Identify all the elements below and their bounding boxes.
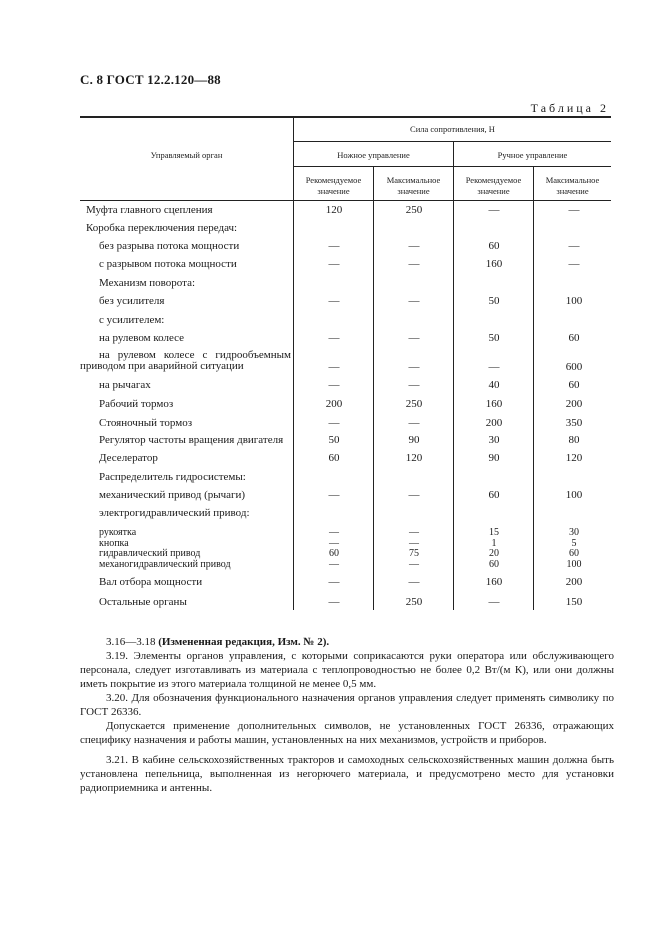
cell-hand-rec: 50 (488, 332, 500, 344)
row-label: Стояночный тормоз (99, 417, 193, 429)
row-label: Механизм поворота: (99, 277, 196, 289)
cell-hand-rec: 160 (485, 258, 503, 270)
cell-hand-max: 120 (565, 452, 583, 464)
row-label: Рабочий тормоз (99, 398, 174, 410)
row-label: без усилителя (99, 295, 165, 307)
foot-max-header (374, 175, 453, 197)
table-row (80, 379, 610, 395)
cell-foot-rec: 50 (328, 434, 340, 446)
foot-rec-line1: Рекомендуемое (305, 175, 362, 185)
row-label: с разрывом потока мощности (99, 258, 237, 270)
cell-hand-max: 100 (565, 295, 583, 307)
cell-foot-max: — (409, 538, 419, 549)
cell-hand-max: 350 (565, 417, 583, 429)
paragraph-3-16 (80, 635, 614, 649)
cell-foot-max: — (408, 240, 420, 252)
force-group-header: Сила сопротивления, Н (410, 124, 495, 134)
cell-hand-rec: 50 (488, 295, 500, 307)
hand-rec-line2: значение (477, 186, 510, 196)
cell-hand-max: — (568, 240, 580, 252)
cell-foot-max: — (408, 379, 420, 391)
hand-control-header: Ручное управление (497, 150, 568, 160)
foot-rec-header (294, 175, 373, 197)
cell-foot-rec: — (328, 332, 340, 344)
row-label: механический привод (рычаги) (99, 489, 246, 501)
table-row (80, 596, 610, 612)
table-row (80, 258, 610, 274)
cell-foot-max: — (408, 295, 420, 307)
cell-foot-max: 90 (408, 434, 420, 446)
cell-hand-rec: 60 (488, 240, 500, 252)
row-label: Регулятор частоты вращения двигателя (99, 434, 284, 446)
cell-hand-max: 30 (569, 527, 579, 538)
paragraph-3-20: 3.20. Для обозначения функционального назначения органов управления следует применять символику по ГОСТ 26336. (80, 692, 614, 718)
row-label: на рулевом колесе (99, 332, 185, 344)
cell-hand-rec: 30 (488, 434, 500, 446)
cell-foot-rec: — (329, 559, 339, 570)
paragraph-3-16-number: 3.16—3.18 (106, 636, 156, 648)
cell-foot-max: 250 (405, 596, 423, 608)
cell-foot-rec: 120 (325, 204, 343, 216)
cell-foot-rec: — (328, 596, 340, 608)
row-label: механогидравлический привод (99, 559, 231, 570)
cell-foot-max: — (409, 559, 419, 570)
cell-hand-max: 200 (565, 576, 583, 588)
cell-foot-rec: 60 (329, 548, 339, 559)
foot-max-line1: Максимальное (386, 175, 441, 185)
table-caption: Таблица 2 (530, 101, 609, 115)
cell-hand-rec: 160 (485, 576, 503, 588)
cell-foot-rec: — (328, 417, 340, 429)
row-label: без разрыва потока мощности (99, 240, 240, 252)
cell-hand-rec: 15 (489, 527, 499, 538)
header-bottom-rule (80, 200, 611, 201)
cell-hand-rec: — (488, 596, 500, 608)
cell-foot-max: 250 (405, 204, 423, 216)
paragraph-additional-symbols: Допускается применение дополнительных символов, не установленных ГОСТ 26336, отражающих специфику назначения и работы машин, установленных на них механизмов, устройств и приборов. (80, 720, 614, 746)
cell-foot-rec: — (328, 489, 340, 501)
cell-hand-max: 200 (565, 398, 583, 410)
cell-foot-max: 120 (405, 452, 423, 464)
table-row (80, 489, 610, 505)
row-label: с усилителем: (99, 314, 165, 326)
table-row (80, 417, 610, 433)
row-label: кнопка (99, 538, 129, 549)
paragraph-3-21: 3.21. В кабине сельскохозяйственных тракторов и самоходных сельскохозяйственных машин должна быть установлена пепельница, выполненная из негорючего материала, и предусмотрено место для установки радиоприемника и антенны. (80, 754, 614, 794)
cell-foot-max: — (408, 361, 420, 373)
cell-hand-max: 150 (565, 596, 583, 608)
cell-foot-rec: — (329, 527, 339, 538)
table-row (80, 314, 610, 330)
table-row (80, 398, 610, 414)
cell-hand-rec: — (488, 361, 500, 373)
row-label: Коробка переключения передач: (86, 222, 238, 234)
hand-rec-header (454, 175, 533, 197)
row-label: на рулевом колесе с гидрообъемным приводом при аварийной ситуации (80, 349, 291, 372)
table-row (80, 204, 610, 220)
hand-rec-line1: Рекомендуемое (465, 175, 522, 185)
cell-hand-rec: 60 (489, 559, 499, 570)
cell-hand-max: 80 (568, 434, 580, 446)
cell-hand-max: — (568, 258, 580, 270)
col-organ-header: Управляемый орган (150, 150, 223, 160)
cell-hand-max: 100 (566, 559, 582, 570)
subgroup-rule (293, 166, 611, 167)
cell-hand-rec: 1 (491, 538, 497, 549)
cell-foot-rec: — (328, 379, 340, 391)
row-label: гидравлический привод (99, 548, 201, 559)
amendment-note: (Измененная редакция, Изм. № 2). (158, 636, 330, 648)
table-row (80, 452, 610, 468)
row-label: Остальные органы (99, 596, 187, 608)
cell-hand-max: 60 (568, 332, 580, 344)
table-row (80, 507, 610, 523)
cell-foot-rec: — (328, 361, 340, 373)
row-label: электрогидравлический привод: (99, 507, 250, 519)
cell-foot-max: — (408, 489, 420, 501)
cell-hand-rec: 160 (485, 398, 503, 410)
page-header: С. 8 ГОСТ 12.2.120—88 (80, 72, 221, 87)
table-row (80, 222, 610, 238)
cell-hand-rec: 40 (488, 379, 500, 391)
table-row (80, 471, 610, 487)
hand-max-line1: Максимальное (545, 175, 600, 185)
cell-foot-rec: — (328, 240, 340, 252)
cell-foot-rec: — (328, 258, 340, 270)
table-row (80, 559, 610, 571)
table-row (80, 350, 610, 374)
cell-foot-max: 75 (409, 548, 419, 559)
cell-hand-rec: — (488, 204, 500, 216)
cell-foot-max: — (408, 417, 420, 429)
row-label: Распределитель гидросистемы: (99, 471, 246, 483)
table-row (80, 240, 610, 256)
cell-hand-rec: 90 (488, 452, 500, 464)
row-label: Вал отбора мощности (99, 576, 203, 588)
table-row (80, 576, 610, 592)
cell-hand-max: 5 (571, 538, 577, 549)
cell-hand-max: — (568, 204, 580, 216)
table-row (80, 295, 610, 311)
table-top-rule (80, 116, 611, 118)
cell-foot-rec: 200 (325, 398, 343, 410)
hand-max-header (534, 175, 611, 197)
cell-foot-max: — (408, 576, 420, 588)
cell-foot-rec: — (329, 538, 339, 549)
row-label: Муфта главного сцепления (86, 204, 213, 216)
foot-rec-line2: значение (317, 186, 350, 196)
cell-foot-rec: 60 (328, 452, 340, 464)
table-row (80, 434, 610, 450)
cell-foot-max: — (408, 258, 420, 270)
table-row (80, 332, 610, 348)
cell-hand-rec: 20 (489, 548, 499, 559)
cell-foot-rec: — (328, 576, 340, 588)
cell-foot-max: — (409, 527, 419, 538)
cell-hand-max: 60 (568, 379, 580, 391)
foot-control-header: Ножное управление (337, 150, 410, 160)
paragraph-3-19: 3.19. Элементы органов управления, с которыми соприкасаются руки оператора или обслуживающего персонала, следует изготавливать из материала с теплопроводностью не более 0,2 Вт/(м К), или они должны иметь покрытие из этого материала толщиной не менее 0,5 мм. (80, 650, 614, 690)
foot-max-line2: значение (397, 186, 430, 196)
cell-foot-max: 250 (405, 398, 423, 410)
cell-hand-rec: 200 (485, 417, 503, 429)
row-label: на рычагах (99, 379, 151, 391)
cell-hand-rec: 60 (488, 489, 500, 501)
cell-hand-max: 600 (565, 361, 583, 373)
table-row (80, 277, 610, 293)
force-group-rule (293, 141, 611, 142)
hand-max-line2: значение (556, 186, 589, 196)
cell-hand-max: 60 (569, 548, 579, 559)
cell-hand-max: 100 (565, 489, 583, 501)
cell-foot-rec: — (328, 295, 340, 307)
row-label: рукоятка (99, 527, 137, 538)
row-label: Деселератор (99, 452, 158, 464)
cell-foot-max: — (408, 332, 420, 344)
